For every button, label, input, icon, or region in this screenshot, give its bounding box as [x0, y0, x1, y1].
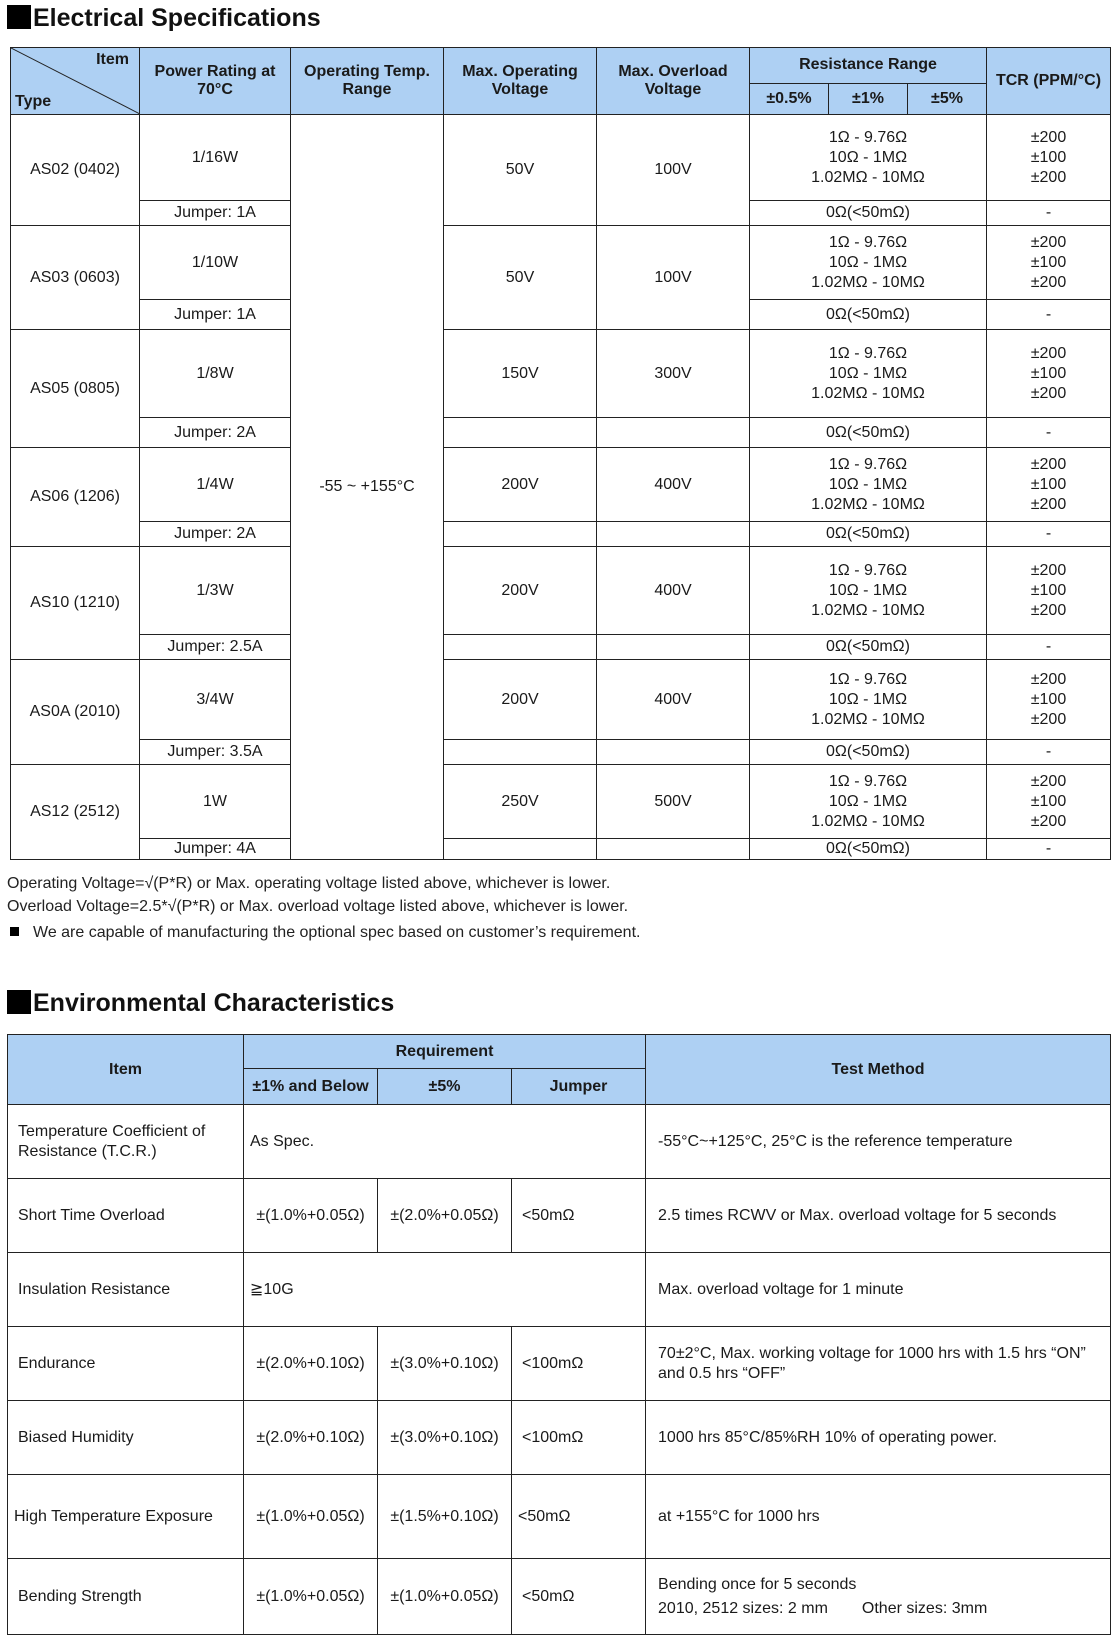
res-line: 10Ω - 1MΩ	[828, 475, 908, 493]
tcr-line: ±100	[1030, 581, 1067, 599]
method-line: Bending once for 5 seconds	[658, 1575, 857, 1593]
header-max-operating-voltage: Max. Operating Voltage	[444, 48, 597, 115]
req-1pct-cell: ±(1.0%+0.05Ω)	[244, 1559, 378, 1635]
req-5pct-cell: ±(3.0%+0.10Ω)	[378, 1327, 512, 1401]
tcr-line: ±200	[1030, 128, 1067, 146]
res-line: 10Ω - 1MΩ	[828, 792, 908, 810]
tcr-cell	[987, 660, 1111, 740]
max-op-voltage-cell: 200V	[444, 660, 597, 740]
table-row	[11, 448, 1111, 522]
method-size-2mm: 2010, 2512 sizes: 2 mm	[658, 1599, 828, 1617]
max-op-voltage-cell: 250V	[444, 765, 597, 839]
item-cell: Temperature Coefficient of Resistance (T.C.R.)	[8, 1105, 244, 1179]
method-cell	[646, 1559, 1111, 1635]
tcr-line: ±200	[1030, 344, 1067, 362]
square-bullet-icon	[7, 990, 31, 1014]
table-row	[8, 1105, 1111, 1179]
tcr-line: ±200	[1030, 561, 1067, 579]
electrical-notes	[7, 872, 640, 944]
empty-cell	[444, 418, 597, 448]
tcr-line: ±200	[1030, 168, 1067, 186]
max-op-voltage-cell: 50V	[444, 226, 597, 330]
res-line: 1Ω - 9.76Ω	[828, 128, 908, 146]
jumper-cell: Jumper: 4A	[140, 839, 291, 860]
table-row	[11, 115, 1111, 201]
empty-cell	[444, 839, 597, 860]
type-cell: AS10 (1210)	[11, 547, 140, 660]
empty-cell	[597, 635, 750, 660]
header-tol-5: ±5%	[378, 1069, 512, 1105]
tcr-line: ±100	[1030, 148, 1067, 166]
empty-cell	[444, 522, 597, 547]
square-bullet-icon	[10, 927, 19, 936]
jumper-res-cell: 0Ω(<50mΩ)	[750, 635, 987, 660]
jumper-tcr-cell: -	[987, 418, 1111, 448]
empty-cell	[597, 839, 750, 860]
jumper-res-cell: 0Ω(<50mΩ)	[750, 522, 987, 547]
header-tol-1-below: ±1% and Below	[244, 1069, 378, 1105]
jumper-cell: Jumper: 1A	[140, 300, 291, 330]
method-cell: Max. overload voltage for 1 minute	[646, 1253, 1111, 1327]
tcr-cell	[987, 330, 1111, 418]
tcr-line: ±200	[1030, 710, 1067, 728]
max-op-voltage-cell: 200V	[444, 547, 597, 635]
item-type-header-cell	[11, 48, 140, 115]
header-requirement: Requirement	[244, 1035, 646, 1069]
table-row	[8, 1559, 1111, 1635]
req-jumper-cell: <50mΩ	[512, 1559, 646, 1635]
tcr-line: ±100	[1030, 253, 1067, 271]
res-line: 1.02MΩ - 10MΩ	[811, 168, 925, 186]
jumper-cell: Jumper: 1A	[140, 201, 291, 226]
table-row	[8, 1401, 1111, 1475]
req-1pct-cell: ±(1.0%+0.05Ω)	[244, 1179, 378, 1253]
max-ov-voltage-cell: 300V	[597, 330, 750, 418]
table-row	[8, 1475, 1111, 1559]
electrical-spec-table	[10, 47, 1111, 860]
res-line: 10Ω - 1MΩ	[828, 253, 908, 271]
header-tcr: TCR (PPM/°C)	[987, 48, 1111, 115]
req-jumper-cell: <100mΩ	[512, 1401, 646, 1475]
req-jumper-cell: <100mΩ	[512, 1327, 646, 1401]
res-line: 10Ω - 1MΩ	[828, 690, 908, 708]
table-row	[8, 1179, 1111, 1253]
table-row	[11, 660, 1111, 740]
jumper-cell: Jumper: 2.5A	[140, 635, 291, 660]
tcr-line: ±200	[1030, 812, 1067, 830]
req-1pct-cell: ±(1.0%+0.05Ω)	[244, 1475, 378, 1559]
tcr-line: ±100	[1030, 690, 1067, 708]
table-row	[11, 635, 1111, 660]
header-test-method: Test Method	[646, 1035, 1111, 1105]
resistance-range-cell	[750, 330, 987, 418]
res-line: 10Ω - 1MΩ	[828, 581, 908, 599]
table-row	[8, 1253, 1111, 1327]
temp-range-cell: -55 ~ +155°C	[291, 115, 444, 860]
header-item: Item	[8, 1035, 244, 1105]
tcr-cell	[987, 448, 1111, 522]
res-line: 1Ω - 9.76Ω	[828, 344, 908, 362]
max-op-voltage-cell: 50V	[444, 115, 597, 226]
res-line: 10Ω - 1MΩ	[828, 148, 908, 166]
tcr-cell	[987, 765, 1111, 839]
tcr-line: ±200	[1030, 455, 1067, 473]
req-5pct-cell: ±(1.0%+0.05Ω)	[378, 1559, 512, 1635]
table-row	[11, 330, 1111, 418]
tcr-cell	[987, 547, 1111, 635]
type-cell: AS12 (2512)	[11, 765, 140, 860]
header-power-rating: Power Rating at 70°C	[140, 48, 291, 115]
method-cell: at +155°C for 1000 hrs	[646, 1475, 1111, 1559]
power-cell: 1/3W	[140, 547, 291, 635]
item-cell: Endurance	[8, 1327, 244, 1401]
jumper-tcr-cell: -	[987, 201, 1111, 226]
empty-cell	[444, 635, 597, 660]
res-line: 1.02MΩ - 10MΩ	[811, 273, 925, 291]
max-ov-voltage-cell: 400V	[597, 660, 750, 740]
header-tol-5: ±5%	[908, 83, 987, 114]
req-5pct-cell: ±(1.5%+0.10Ω)	[378, 1475, 512, 1559]
type-cell: AS02 (0402)	[11, 115, 140, 226]
empty-cell	[597, 418, 750, 448]
note-overload-voltage: Overload Voltage=2.5*√(P*R) or Max. overload voltage listed above, whichever is lower.	[7, 898, 629, 915]
tcr-line: ±200	[1030, 384, 1067, 402]
environmental-table	[7, 1034, 1111, 1635]
header-jumper: Jumper	[512, 1069, 646, 1105]
item-cell: High Temperature Exposure	[8, 1475, 244, 1559]
item-cell: Biased Humidity	[8, 1401, 244, 1475]
square-bullet-icon	[7, 5, 31, 29]
header-type: Type	[15, 93, 52, 110]
req-1pct-cell: ±(2.0%+0.10Ω)	[244, 1327, 378, 1401]
type-cell: AS05 (0805)	[11, 330, 140, 448]
empty-cell	[444, 740, 597, 765]
tcr-line: ±200	[1030, 273, 1067, 291]
power-cell: 3/4W	[140, 660, 291, 740]
table-row	[11, 740, 1111, 765]
environmental-section-title	[7, 988, 394, 1018]
jumper-tcr-cell: -	[987, 635, 1111, 660]
res-line: 1Ω - 9.76Ω	[828, 455, 908, 473]
table-row	[11, 522, 1111, 547]
max-ov-voltage-cell: 500V	[597, 765, 750, 839]
power-cell: 1/16W	[140, 115, 291, 201]
tcr-line: ±100	[1030, 792, 1067, 810]
header-item: Item	[96, 51, 129, 68]
header-operating-temp: Operating Temp. Range	[291, 48, 444, 115]
item-cell: Insulation Resistance	[8, 1253, 244, 1327]
table-row	[11, 226, 1111, 300]
table-row	[11, 418, 1111, 448]
jumper-res-cell: 0Ω(<50mΩ)	[750, 740, 987, 765]
header-tol-0-5: ±0.5%	[750, 83, 829, 114]
req-1pct-cell: ±(2.0%+0.10Ω)	[244, 1401, 378, 1475]
tcr-line: ±200	[1030, 495, 1067, 513]
resistance-range-cell	[750, 226, 987, 300]
jumper-tcr-cell: -	[987, 740, 1111, 765]
req-jumper-cell: <50mΩ	[512, 1475, 646, 1559]
header-resistance-range: Resistance Range	[750, 48, 987, 84]
item-cell: Short Time Overload	[8, 1179, 244, 1253]
table-row	[8, 1327, 1111, 1401]
res-line: 1.02MΩ - 10MΩ	[811, 601, 925, 619]
jumper-cell: Jumper: 3.5A	[140, 740, 291, 765]
empty-cell	[597, 522, 750, 547]
tcr-cell	[987, 226, 1111, 300]
requirement-cell: As Spec.	[244, 1105, 646, 1179]
power-cell: 1W	[140, 765, 291, 839]
type-cell: AS0A (2010)	[11, 660, 140, 765]
jumper-tcr-cell: -	[987, 522, 1111, 547]
res-line: 10Ω - 1MΩ	[828, 364, 908, 382]
res-line: 1.02MΩ - 10MΩ	[811, 710, 925, 728]
resistance-range-cell	[750, 547, 987, 635]
type-cell: AS03 (0603)	[11, 226, 140, 330]
table-row	[11, 765, 1111, 839]
resistance-range-cell	[750, 115, 987, 201]
empty-cell	[597, 740, 750, 765]
table-row	[11, 547, 1111, 635]
method-cell: 1000 hrs 85°C/85%RH 10% of operating power.	[646, 1401, 1111, 1475]
req-5pct-cell: ±(3.0%+0.10Ω)	[378, 1401, 512, 1475]
method-line	[658, 1599, 1110, 1619]
method-cell: 70±2°C, Max. working voltage for 1000 hrs with 1.5 hrs “ON” and 0.5 hrs “OFF”	[646, 1327, 1111, 1401]
power-cell: 1/4W	[140, 448, 291, 522]
res-line: 1Ω - 9.76Ω	[828, 233, 908, 251]
method-cell: -55°C~+125°C, 25°C is the reference temperature	[646, 1105, 1111, 1179]
electrical-section-title	[7, 3, 321, 33]
resistance-range-cell	[750, 660, 987, 740]
jumper-res-cell: 0Ω(<50mΩ)	[750, 201, 987, 226]
max-ov-voltage-cell: 400V	[597, 448, 750, 522]
max-op-voltage-cell: 200V	[444, 448, 597, 522]
max-ov-voltage-cell: 400V	[597, 547, 750, 635]
note-custom-spec: We are capable of manufacturing the optional spec based on customer’s requirement.	[33, 924, 641, 941]
res-line: 1Ω - 9.76Ω	[828, 772, 908, 790]
tcr-line: ±100	[1030, 364, 1067, 382]
table-row	[11, 839, 1111, 860]
jumper-res-cell: 0Ω(<50mΩ)	[750, 418, 987, 448]
jumper-tcr-cell: -	[987, 839, 1111, 860]
jumper-tcr-cell: -	[987, 300, 1111, 330]
jumper-cell: Jumper: 2A	[140, 522, 291, 547]
tcr-line: ±200	[1030, 233, 1067, 251]
environmental-title-text: Environmental Characteristics	[33, 989, 395, 1017]
power-cell: 1/10W	[140, 226, 291, 300]
tcr-line: ±100	[1030, 475, 1067, 493]
electrical-title-text: Electrical Specifications	[33, 4, 321, 32]
jumper-res-cell: 0Ω(<50mΩ)	[750, 300, 987, 330]
jumper-cell: Jumper: 2A	[140, 418, 291, 448]
max-ov-voltage-cell: 100V	[597, 226, 750, 330]
resistance-range-cell	[750, 448, 987, 522]
header-tol-1: ±1%	[829, 83, 908, 114]
res-line: 1Ω - 9.76Ω	[828, 561, 908, 579]
tcr-line: ±200	[1030, 670, 1067, 688]
req-5pct-cell: ±(2.0%+0.05Ω)	[378, 1179, 512, 1253]
res-line: 1.02MΩ - 10MΩ	[811, 812, 925, 830]
res-line: 1.02MΩ - 10MΩ	[811, 384, 925, 402]
requirement-cell: ≧10G	[244, 1253, 646, 1327]
header-max-overload-voltage: Max. Overload Voltage	[597, 48, 750, 115]
power-cell: 1/8W	[140, 330, 291, 418]
max-op-voltage-cell: 150V	[444, 330, 597, 418]
res-line: 1Ω - 9.76Ω	[828, 670, 908, 688]
res-line: 1.02MΩ - 10MΩ	[811, 495, 925, 513]
tcr-cell	[987, 115, 1111, 201]
max-ov-voltage-cell: 100V	[597, 115, 750, 226]
jumper-res-cell: 0Ω(<50mΩ)	[750, 839, 987, 860]
item-cell: Bending Strength	[8, 1559, 244, 1635]
method-size-3mm: Other sizes: 3mm	[861, 1599, 988, 1617]
tcr-line: ±200	[1030, 601, 1067, 619]
tcr-line: ±200	[1030, 772, 1067, 790]
type-cell: AS06 (1206)	[11, 448, 140, 547]
req-jumper-cell: <50mΩ	[512, 1179, 646, 1253]
method-cell: 2.5 times RCWV or Max. overload voltage for 5 seconds	[646, 1179, 1111, 1253]
resistance-range-cell	[750, 765, 987, 839]
note-operating-voltage: Operating Voltage=√(P*R) or Max. operating voltage listed above, whichever is lower.	[7, 875, 611, 892]
